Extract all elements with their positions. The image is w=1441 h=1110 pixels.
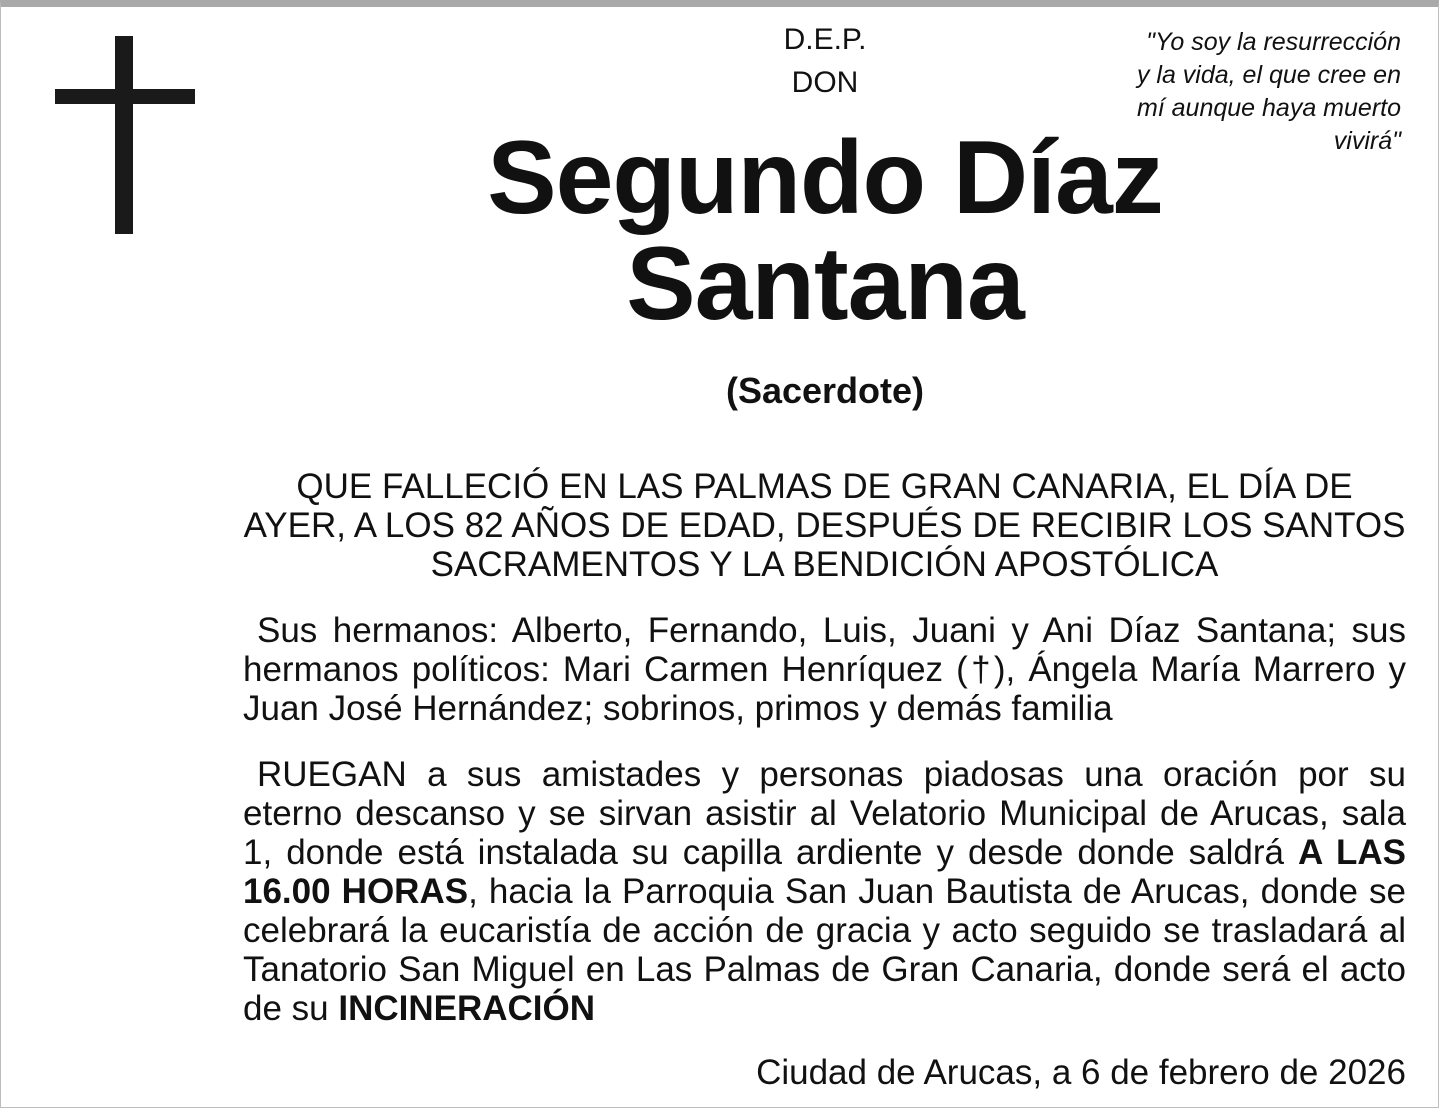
quote-line: vivirá" (1333, 127, 1401, 155)
family-paragraph: Sus hermanos: Alberto, Fernando, Luis, Juani y Ani Díaz Santana; sus hermanos políticos: Mari Carmen Henríquez (†), Ángela María Marrero y Juan José Hernández; sobrinos, primos y demás familia (243, 611, 1406, 728)
request-text-1: RUEGAN a sus amistades y personas piadosas una oración por su eterno descanso y se sirvan asistir al Velatorio Municipal de Arucas, sala 1, donde está instalada su capilla ardiente y desde donde saldrá (243, 755, 1406, 872)
name-line-1: Segundo Díaz (487, 120, 1163, 236)
request-text-2: , hacia la Parroquia San Juan Bautista de Arucas, donde se celebrará la eucaristía de acción de gracia y acto seguido se trasladará al Tanatorio San Miguel en Las Palmas de Gran Canaria, donde será el acto de su (243, 872, 1406, 1028)
death-announcement: QUE FALLECIÓ EN LAS PALMAS DE GRAN CANARIA, EL DÍA DE AYER, A LOS 82 AÑOS DE EDAD, DESPUÉS DE RECIBIR LOS SANTOS SACRAMENTOS Y LA BENDICIÓN APOSTÓLICA (243, 467, 1406, 584)
departure-time: A LAS 16.00 HORAS (243, 833, 1406, 911)
place-date: Ciudad de Arucas, a 6 de febrero de 2026 (756, 1053, 1406, 1092)
deceased-title: (Sacerdote) (725, 370, 925, 411)
dep-label: D.E.P. (783, 23, 867, 56)
quote-line: mí aunque haya muerto (1136, 94, 1401, 122)
don-label: DON (791, 66, 859, 99)
ceremony-type: INCINERACIÓN (338, 989, 596, 1028)
request-paragraph (243, 755, 1406, 1028)
deceased-name (0, 120, 1441, 342)
quote-line: y la vida, el que cree en (1136, 61, 1401, 89)
name-line-2: Santana (626, 226, 1024, 342)
quote-line: "Yo soy la resurrección (1146, 28, 1401, 56)
